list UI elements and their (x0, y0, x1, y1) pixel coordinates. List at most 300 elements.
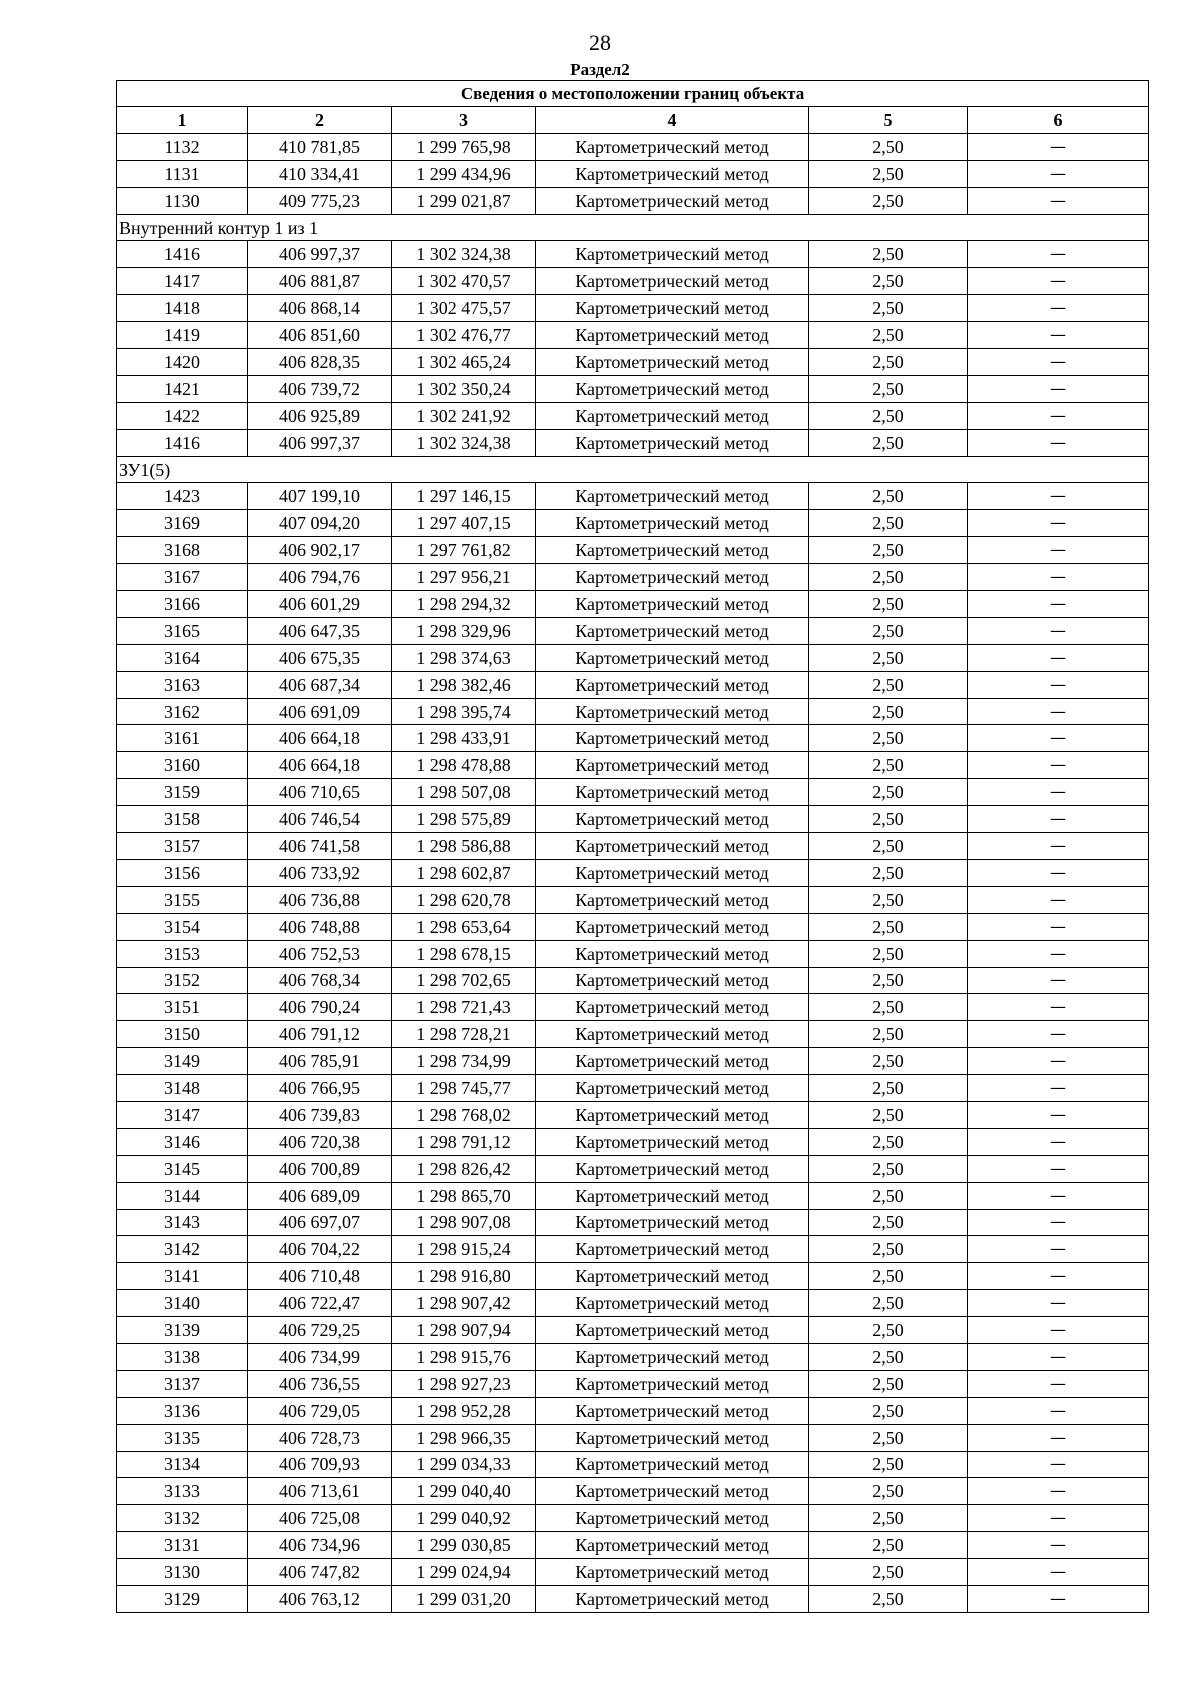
method-cell: Картометрический метод (536, 671, 809, 698)
y-coordinate-cell: 1 298 478,88 (392, 752, 536, 779)
x-coordinate-cell: 406 728,73 (248, 1424, 392, 1451)
method-cell: Картометрический метод (536, 1290, 809, 1317)
table-row (117, 1532, 1149, 1559)
description-cell: — (968, 644, 1149, 671)
x-coordinate-cell: 406 766,95 (248, 1075, 392, 1102)
y-coordinate-cell: 1 302 465,24 (392, 349, 536, 376)
accuracy-cell: 2,50 (809, 375, 968, 402)
accuracy-cell: 2,50 (809, 1532, 968, 1559)
x-coordinate-cell: 406 785,91 (248, 1048, 392, 1075)
table-row (117, 564, 1149, 591)
y-coordinate-cell: 1 298 952,28 (392, 1397, 536, 1424)
method-cell: Картометрический метод (536, 1209, 809, 1236)
method-cell: Картометрический метод (536, 429, 809, 456)
accuracy-cell: 2,50 (809, 671, 968, 698)
y-coordinate-cell: 1 298 734,99 (392, 1048, 536, 1075)
table-row (117, 591, 1149, 618)
method-cell: Картометрический метод (536, 886, 809, 913)
table-row (117, 1263, 1149, 1290)
method-cell: Картометрический метод (536, 752, 809, 779)
accuracy-cell: 2,50 (809, 1424, 968, 1451)
x-coordinate-cell: 407 094,20 (248, 510, 392, 537)
accuracy-cell: 2,50 (809, 268, 968, 295)
x-coordinate-cell: 410 781,85 (248, 133, 392, 160)
point-number-cell: 3155 (117, 886, 248, 913)
table-row (117, 1075, 1149, 1102)
table-row (117, 1585, 1149, 1612)
y-coordinate-cell: 1 298 745,77 (392, 1075, 536, 1102)
method-cell: Картометрический метод (536, 1370, 809, 1397)
x-coordinate-cell: 407 199,10 (248, 483, 392, 510)
x-coordinate-cell: 406 729,05 (248, 1397, 392, 1424)
description-cell: — (968, 268, 1149, 295)
description-cell: — (968, 1263, 1149, 1290)
point-number-cell: 3164 (117, 644, 248, 671)
accuracy-cell: 2,50 (809, 322, 968, 349)
column-header: 5 (809, 107, 968, 134)
description-cell: — (968, 779, 1149, 806)
point-number-cell: 1419 (117, 322, 248, 349)
accuracy-cell: 2,50 (809, 402, 968, 429)
y-coordinate-cell: 1 297 761,82 (392, 537, 536, 564)
y-coordinate-cell: 1 298 791,12 (392, 1128, 536, 1155)
method-cell: Картометрический метод (536, 859, 809, 886)
y-coordinate-cell: 1 299 034,33 (392, 1451, 536, 1478)
table-group-row (117, 214, 1149, 241)
y-coordinate-cell: 1 302 476,77 (392, 322, 536, 349)
description-cell: — (968, 1155, 1149, 1182)
table-row (117, 429, 1149, 456)
table-row (117, 886, 1149, 913)
accuracy-cell: 2,50 (809, 833, 968, 860)
x-coordinate-cell: 406 713,61 (248, 1478, 392, 1505)
table-row (117, 375, 1149, 402)
method-cell: Картометрический метод (536, 537, 809, 564)
x-coordinate-cell: 406 734,96 (248, 1532, 392, 1559)
y-coordinate-cell: 1 298 382,46 (392, 671, 536, 698)
point-number-cell: 3129 (117, 1585, 248, 1612)
method-cell: Картометрический метод (536, 1505, 809, 1532)
table-row (117, 187, 1149, 214)
method-cell: Картометрический метод (536, 1048, 809, 1075)
point-number-cell: 3131 (117, 1532, 248, 1559)
point-number-cell: 3146 (117, 1128, 248, 1155)
y-coordinate-cell: 1 298 907,42 (392, 1290, 536, 1317)
method-cell: Картометрический метод (536, 1451, 809, 1478)
point-number-cell: 3169 (117, 510, 248, 537)
point-number-cell: 1423 (117, 483, 248, 510)
point-number-cell: 3147 (117, 1101, 248, 1128)
point-number-cell: 3140 (117, 1290, 248, 1317)
method-cell: Картометрический метод (536, 967, 809, 994)
accuracy-cell: 2,50 (809, 1263, 968, 1290)
y-coordinate-cell: 1 298 907,08 (392, 1209, 536, 1236)
method-cell: Картометрический метод (536, 1182, 809, 1209)
point-number-cell: 3160 (117, 752, 248, 779)
y-coordinate-cell: 1 299 040,40 (392, 1478, 536, 1505)
table-row (117, 1397, 1149, 1424)
point-number-cell: 3166 (117, 591, 248, 618)
method-cell: Картометрический метод (536, 591, 809, 618)
table-row (117, 1424, 1149, 1451)
table-row (117, 510, 1149, 537)
x-coordinate-cell: 406 828,35 (248, 349, 392, 376)
y-coordinate-cell: 1 298 728,21 (392, 1021, 536, 1048)
method-cell: Картометрический метод (536, 322, 809, 349)
y-coordinate-cell: 1 298 433,91 (392, 725, 536, 752)
table-row (117, 1128, 1149, 1155)
accuracy-cell: 2,50 (809, 483, 968, 510)
x-coordinate-cell: 409 775,23 (248, 187, 392, 214)
point-number-cell: 1416 (117, 429, 248, 456)
method-cell: Картометрический метод (536, 1424, 809, 1451)
description-cell: — (968, 1101, 1149, 1128)
accuracy-cell: 2,50 (809, 1343, 968, 1370)
method-cell: Картометрический метод (536, 806, 809, 833)
method-cell: Картометрический метод (536, 133, 809, 160)
x-coordinate-cell: 406 729,25 (248, 1317, 392, 1344)
y-coordinate-cell: 1 302 350,24 (392, 375, 536, 402)
point-number-cell: 3149 (117, 1048, 248, 1075)
accuracy-cell: 2,50 (809, 429, 968, 456)
y-coordinate-cell: 1 298 826,42 (392, 1155, 536, 1182)
table-row (117, 160, 1149, 187)
x-coordinate-cell: 406 700,89 (248, 1155, 392, 1182)
description-cell: — (968, 752, 1149, 779)
point-number-cell: 3158 (117, 806, 248, 833)
y-coordinate-cell: 1 298 329,96 (392, 617, 536, 644)
point-number-cell: 1417 (117, 268, 248, 295)
point-number-cell: 3153 (117, 940, 248, 967)
x-coordinate-cell: 406 746,54 (248, 806, 392, 833)
point-number-cell: 3148 (117, 1075, 248, 1102)
point-number-cell: 3130 (117, 1559, 248, 1586)
description-cell: — (968, 940, 1149, 967)
x-coordinate-cell: 406 736,55 (248, 1370, 392, 1397)
method-cell: Картометрический метод (536, 940, 809, 967)
description-cell: — (968, 833, 1149, 860)
accuracy-cell: 2,50 (809, 1236, 968, 1263)
description-cell: — (968, 241, 1149, 268)
method-cell: Картометрический метод (536, 1128, 809, 1155)
table-body (117, 133, 1149, 1612)
point-number-cell: 3132 (117, 1505, 248, 1532)
x-coordinate-cell: 406 733,92 (248, 859, 392, 886)
point-number-cell: 3139 (117, 1317, 248, 1344)
section-title: Раздел2 (570, 60, 630, 79)
accuracy-cell: 2,50 (809, 1451, 968, 1478)
y-coordinate-cell: 1 298 907,94 (392, 1317, 536, 1344)
x-coordinate-cell: 406 739,72 (248, 375, 392, 402)
point-number-cell: 1418 (117, 295, 248, 322)
accuracy-cell: 2,50 (809, 591, 968, 618)
point-number-cell: 3165 (117, 617, 248, 644)
accuracy-cell: 2,50 (809, 1559, 968, 1586)
description-cell: — (968, 913, 1149, 940)
accuracy-cell: 2,50 (809, 1370, 968, 1397)
y-coordinate-cell: 1 298 865,70 (392, 1182, 536, 1209)
table-caption: Сведения о местоположении границ объекта (117, 81, 1149, 107)
point-number-cell: 3163 (117, 671, 248, 698)
description-cell: — (968, 375, 1149, 402)
y-coordinate-cell: 1 299 040,92 (392, 1505, 536, 1532)
table-row (117, 967, 1149, 994)
description-cell: — (968, 1424, 1149, 1451)
y-coordinate-cell: 1 298 575,89 (392, 806, 536, 833)
x-coordinate-cell: 406 689,09 (248, 1182, 392, 1209)
accuracy-cell: 2,50 (809, 967, 968, 994)
x-coordinate-cell: 406 736,88 (248, 886, 392, 913)
table-row (117, 725, 1149, 752)
description-cell: — (968, 1209, 1149, 1236)
description-cell: — (968, 187, 1149, 214)
description-cell: — (968, 1478, 1149, 1505)
group-label: ЗУ1(5) (117, 456, 1149, 483)
accuracy-cell: 2,50 (809, 349, 968, 376)
table-row (117, 1559, 1149, 1586)
point-number-cell: 3137 (117, 1370, 248, 1397)
table-row (117, 1236, 1149, 1263)
accuracy-cell: 2,50 (809, 1021, 968, 1048)
y-coordinate-cell: 1 298 586,88 (392, 833, 536, 860)
boundary-coordinates-table (116, 80, 1149, 1613)
table-row (117, 402, 1149, 429)
description-cell: — (968, 483, 1149, 510)
method-cell: Картометрический метод (536, 994, 809, 1021)
description-cell: — (968, 160, 1149, 187)
method-cell: Картометрический метод (536, 349, 809, 376)
accuracy-cell: 2,50 (809, 617, 968, 644)
method-cell: Картометрический метод (536, 510, 809, 537)
description-cell: — (968, 295, 1149, 322)
group-label: Внутренний контур 1 из 1 (117, 214, 1149, 241)
description-cell: — (968, 671, 1149, 698)
accuracy-cell: 2,50 (809, 859, 968, 886)
x-coordinate-cell: 406 601,29 (248, 591, 392, 618)
y-coordinate-cell: 1 298 620,78 (392, 886, 536, 913)
method-cell: Картометрический метод (536, 268, 809, 295)
table-row (117, 1317, 1149, 1344)
description-cell: — (968, 994, 1149, 1021)
accuracy-cell: 2,50 (809, 752, 968, 779)
table-row (117, 644, 1149, 671)
point-number-cell: 3168 (117, 537, 248, 564)
description-cell: — (968, 1021, 1149, 1048)
description-cell: — (968, 886, 1149, 913)
point-number-cell: 3150 (117, 1021, 248, 1048)
accuracy-cell: 2,50 (809, 295, 968, 322)
page-number: 28 (589, 30, 611, 55)
accuracy-cell: 2,50 (809, 1101, 968, 1128)
method-cell: Картометрический метод (536, 402, 809, 429)
table-row (117, 752, 1149, 779)
point-number-cell: 1421 (117, 375, 248, 402)
y-coordinate-cell: 1 299 030,85 (392, 1532, 536, 1559)
accuracy-cell: 2,50 (809, 510, 968, 537)
table-row (117, 349, 1149, 376)
table-row (117, 241, 1149, 268)
table-row (117, 833, 1149, 860)
point-number-cell: 3135 (117, 1424, 248, 1451)
x-coordinate-cell: 406 647,35 (248, 617, 392, 644)
description-cell: — (968, 591, 1149, 618)
x-coordinate-cell: 406 748,88 (248, 913, 392, 940)
point-number-cell: 3141 (117, 1263, 248, 1290)
method-cell: Картометрический метод (536, 644, 809, 671)
x-coordinate-cell: 406 725,08 (248, 1505, 392, 1532)
accuracy-cell: 2,50 (809, 1128, 968, 1155)
point-number-cell: 3144 (117, 1182, 248, 1209)
accuracy-cell: 2,50 (809, 187, 968, 214)
column-header: 4 (536, 107, 809, 134)
table-caption-row (117, 81, 1149, 107)
table-row (117, 133, 1149, 160)
description-cell: — (968, 1451, 1149, 1478)
x-coordinate-cell: 406 734,99 (248, 1343, 392, 1370)
table-row (117, 1182, 1149, 1209)
x-coordinate-cell: 406 794,76 (248, 564, 392, 591)
table-row (117, 617, 1149, 644)
description-cell: — (968, 1290, 1149, 1317)
accuracy-cell: 2,50 (809, 1585, 968, 1612)
point-number-cell: 3161 (117, 725, 248, 752)
method-cell: Картометрический метод (536, 483, 809, 510)
method-cell: Картометрический метод (536, 1236, 809, 1263)
x-coordinate-cell: 406 664,18 (248, 725, 392, 752)
accuracy-cell: 2,50 (809, 779, 968, 806)
x-coordinate-cell: 406 752,53 (248, 940, 392, 967)
point-number-cell: 1420 (117, 349, 248, 376)
accuracy-cell: 2,50 (809, 1182, 968, 1209)
accuracy-cell: 2,50 (809, 241, 968, 268)
point-number-cell: 1132 (117, 133, 248, 160)
y-coordinate-cell: 1 302 475,57 (392, 295, 536, 322)
method-cell: Картометрический метод (536, 1559, 809, 1586)
description-cell: — (968, 1343, 1149, 1370)
description-cell: — (968, 859, 1149, 886)
accuracy-cell: 2,50 (809, 1209, 968, 1236)
y-coordinate-cell: 1 298 927,23 (392, 1370, 536, 1397)
x-coordinate-cell: 406 997,37 (248, 241, 392, 268)
y-coordinate-cell: 1 298 721,43 (392, 994, 536, 1021)
point-number-cell: 3134 (117, 1451, 248, 1478)
x-coordinate-cell: 406 747,82 (248, 1559, 392, 1586)
point-number-cell: 3154 (117, 913, 248, 940)
method-cell: Картометрический метод (536, 1155, 809, 1182)
point-number-cell: 1130 (117, 187, 248, 214)
description-cell: — (968, 806, 1149, 833)
description-cell: — (968, 1397, 1149, 1424)
point-number-cell: 3157 (117, 833, 248, 860)
method-cell: Картометрический метод (536, 564, 809, 591)
method-cell: Картометрический метод (536, 160, 809, 187)
description-cell: — (968, 1585, 1149, 1612)
y-coordinate-cell: 1 298 915,76 (392, 1343, 536, 1370)
method-cell: Картометрический метод (536, 1101, 809, 1128)
table-row (117, 806, 1149, 833)
x-coordinate-cell: 406 868,14 (248, 295, 392, 322)
accuracy-cell: 2,50 (809, 886, 968, 913)
y-coordinate-cell: 1 302 470,57 (392, 268, 536, 295)
y-coordinate-cell: 1 298 653,64 (392, 913, 536, 940)
y-coordinate-cell: 1 302 241,92 (392, 402, 536, 429)
x-coordinate-cell: 406 739,83 (248, 1101, 392, 1128)
table-row (117, 1155, 1149, 1182)
description-cell: — (968, 402, 1149, 429)
description-cell: — (968, 322, 1149, 349)
table-row (117, 859, 1149, 886)
y-coordinate-cell: 1 299 021,87 (392, 187, 536, 214)
accuracy-cell: 2,50 (809, 133, 968, 160)
column-header-row (117, 107, 1149, 134)
table-row (117, 295, 1149, 322)
accuracy-cell: 2,50 (809, 725, 968, 752)
description-cell: — (968, 617, 1149, 644)
accuracy-cell: 2,50 (809, 1317, 968, 1344)
x-coordinate-cell: 406 790,24 (248, 994, 392, 1021)
point-number-cell: 3142 (117, 1236, 248, 1263)
accuracy-cell: 2,50 (809, 913, 968, 940)
column-header: 6 (968, 107, 1149, 134)
y-coordinate-cell: 1 298 678,15 (392, 940, 536, 967)
description-cell: — (968, 1182, 1149, 1209)
accuracy-cell: 2,50 (809, 698, 968, 725)
x-coordinate-cell: 406 710,65 (248, 779, 392, 806)
y-coordinate-cell: 1 298 702,65 (392, 967, 536, 994)
table-row (117, 779, 1149, 806)
accuracy-cell: 2,50 (809, 806, 968, 833)
description-cell: — (968, 349, 1149, 376)
y-coordinate-cell: 1 298 915,24 (392, 1236, 536, 1263)
description-cell: — (968, 510, 1149, 537)
accuracy-cell: 2,50 (809, 940, 968, 967)
method-cell: Картометрический метод (536, 295, 809, 322)
y-coordinate-cell: 1 298 768,02 (392, 1101, 536, 1128)
method-cell: Картометрический метод (536, 1532, 809, 1559)
method-cell: Картометрический метод (536, 241, 809, 268)
method-cell: Картометрический метод (536, 617, 809, 644)
method-cell: Картометрический метод (536, 187, 809, 214)
y-coordinate-cell: 1 302 324,38 (392, 241, 536, 268)
x-coordinate-cell: 406 687,34 (248, 671, 392, 698)
table-row (117, 1478, 1149, 1505)
description-cell: — (968, 1559, 1149, 1586)
y-coordinate-cell: 1 299 434,96 (392, 160, 536, 187)
accuracy-cell: 2,50 (809, 1505, 968, 1532)
y-coordinate-cell: 1 299 765,98 (392, 133, 536, 160)
point-number-cell: 1416 (117, 241, 248, 268)
method-cell: Картометрический метод (536, 1343, 809, 1370)
table-row (117, 322, 1149, 349)
point-number-cell: 3162 (117, 698, 248, 725)
method-cell: Картометрический метод (536, 833, 809, 860)
point-number-cell: 3167 (117, 564, 248, 591)
description-cell: — (968, 725, 1149, 752)
table-row (117, 1290, 1149, 1317)
accuracy-cell: 2,50 (809, 537, 968, 564)
table-row (117, 1343, 1149, 1370)
table-row (117, 1209, 1149, 1236)
x-coordinate-cell: 410 334,41 (248, 160, 392, 187)
x-coordinate-cell: 406 697,07 (248, 1209, 392, 1236)
description-cell: — (968, 1532, 1149, 1559)
y-coordinate-cell: 1 297 146,15 (392, 483, 536, 510)
description-cell: — (968, 1505, 1149, 1532)
table-row (117, 671, 1149, 698)
point-number-cell: 3143 (117, 1209, 248, 1236)
y-coordinate-cell: 1 297 407,15 (392, 510, 536, 537)
y-coordinate-cell: 1 297 956,21 (392, 564, 536, 591)
